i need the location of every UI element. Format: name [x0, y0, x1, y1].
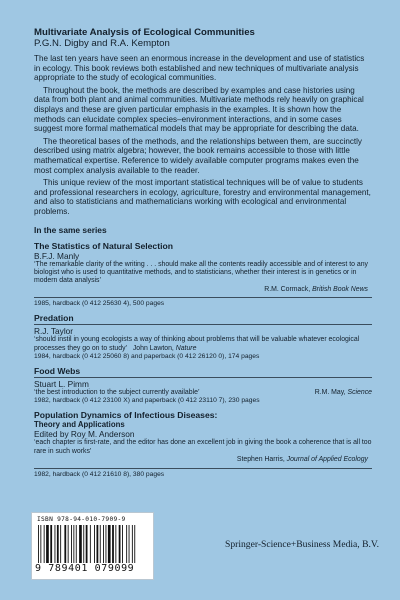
- reviewer-name: R.M. May,: [314, 388, 348, 396]
- review-source: Nature: [175, 344, 197, 352]
- publication-info: 1985, hardback (0 412 25630 4), 500 pages: [34, 300, 165, 308]
- series-entry-title: Population Dynamics of Infectious Diseases:: [34, 410, 218, 421]
- review-quote: ‘each chapter is first-rate, and the editor has done an excellent job in giving the book a coherence that is all too rare in such works’: [34, 439, 372, 455]
- barcode-number: 9 789401 079099: [35, 563, 135, 574]
- barcode-icon: [38, 525, 148, 563]
- reviewer-name: Stephen Harris,: [236, 456, 287, 464]
- review-quote-block: [34, 389, 372, 397]
- series-heading: In the same series: [34, 224, 107, 235]
- review-source: Science: [347, 388, 372, 396]
- series-entry-author: Stuart L. Pimm: [34, 378, 89, 389]
- description-paragraph: This unique review of the most important statistical techniques will be of value to students and professional researchers in ecology, agriculture, forestry and environmental management, and also to statisticians and mathematicians working with ecological and environmental problems.: [34, 178, 371, 216]
- description-paragraph: The theoretical bases of the methods, and the relationships between them, are succinctly described using matrix algebra; however, the book remains accessible to those with little mathematical expertise. Reference to widely available computer programs makes even the most complex analysis available to the reader.: [34, 136, 362, 175]
- review-attribution: [34, 286, 372, 294]
- review-attribution: [34, 456, 372, 464]
- series-entry: [34, 410, 372, 478]
- series-entry-title: Food Webs: [34, 365, 81, 376]
- review-quote: ‘The remarkable clarity of the writing . . . should make all the contents readily accessible and of interest to any biologist who is used to quantitative methods, and to statisticians, whether their interest is in genetics or in modern data analysis’: [34, 260, 368, 285]
- series-entry-title: Predation: [34, 313, 74, 324]
- review-source: Journal of Applied Ecology: [286, 456, 368, 464]
- review-quote: ‘should instil in young ecologists a way of thinking about problems that will be valuable whatever ecological processes they go on to study’: [34, 336, 360, 352]
- publication-info: 1982, hardback (0 412 21610 8), 380 pages: [34, 470, 165, 478]
- series-entry-title: The Statistics of Natural Selection: [34, 240, 173, 251]
- review-quote-block: [34, 336, 372, 353]
- series-entry: [34, 313, 372, 361]
- publication-info: 1982, hardback (0 412 23100 X) and paperback (0 412 23110 7), 230 pages: [34, 397, 260, 405]
- reviewer-name: John Lawton,: [132, 344, 176, 352]
- series-entry: [34, 366, 372, 405]
- barcode-label: [31, 512, 154, 580]
- divider: [34, 377, 372, 378]
- divider: [34, 324, 372, 325]
- series-entry-author: R.J. Taylor: [34, 326, 74, 337]
- description-paragraph: The last ten years have seen an enormous increase in the development and use of statistics in ecology. This book reviews both established and new techniques of multivariate analysis appropriate to the study of ecological communities.: [34, 54, 365, 83]
- cover-text: [34, 27, 372, 484]
- description-paragraph: Throughout the book, the methods are described by examples and case histories using data from both plant and animal communities. Multivariate methods rely heavily on graphical displays and these are given particular emphasis in the examples. It is shown how the methods can elucidate complex species–environment interactions, and in some cases suggest more formal mathematical models that may be appropriate for describing the data.: [34, 85, 364, 134]
- divider: [34, 297, 372, 298]
- series-entry-author: B.F.J. Manly: [34, 250, 80, 261]
- review-source: British Book News: [312, 285, 368, 293]
- book-authors: P.G.N. Digby and R.A. Kempton: [34, 38, 170, 49]
- publisher-name: Springer-Science+Business Media, B.V.: [225, 539, 379, 550]
- reviewer-name: R.M. Cormack,: [264, 285, 313, 293]
- series-entry: [34, 241, 372, 309]
- publication-info: 1984, hardback (0 412 25060 8) and paperback (0 412 26120 0), 174 pages: [34, 352, 260, 360]
- series-entry-author: Edited by Roy M. Anderson: [34, 429, 135, 440]
- review-quote: ‘the best introduction to the subject currently available’: [34, 388, 200, 396]
- series-entry-subtitle: Theory and Applications: [34, 420, 125, 430]
- isbn-label: ISBN 978-94-010-7909-9: [37, 516, 126, 523]
- book-title: Multivariate Analysis of Ecological Communities: [34, 27, 255, 38]
- review-attribution: [315, 389, 372, 397]
- divider: [34, 468, 372, 469]
